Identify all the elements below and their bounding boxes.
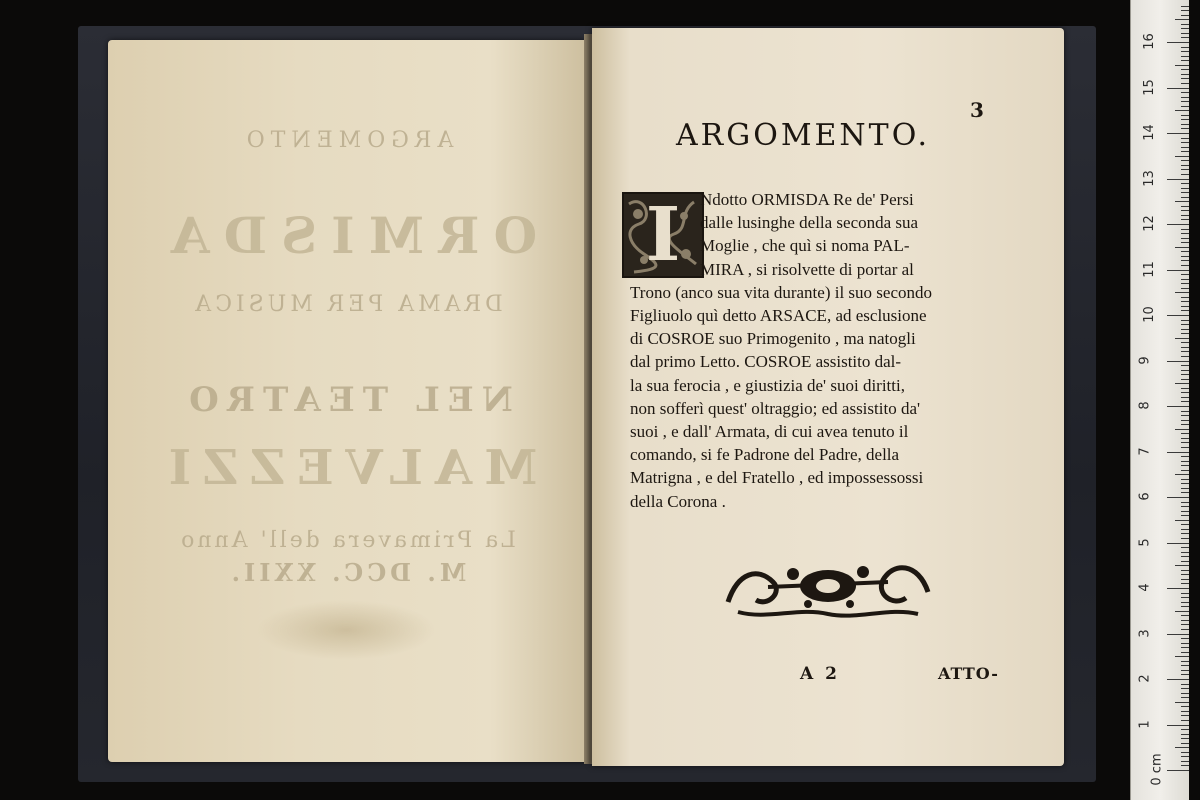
ruler-tick-mm (1181, 665, 1189, 666)
ruler-tick-mm (1181, 620, 1189, 621)
ruler-tick-mm (1175, 110, 1189, 111)
ruler-label: 9 (1137, 355, 1153, 365)
ruler-tick-mm (1181, 351, 1189, 352)
ruler-tick-mm (1181, 483, 1189, 484)
ruler-tick-mm (1181, 547, 1189, 548)
initial-letter: I (645, 192, 681, 278)
bleed-place: MALVEZZI (156, 440, 538, 496)
ruler-tick-mm (1181, 684, 1189, 685)
ruler-tick-mm (1181, 379, 1189, 380)
ruler-tick-mm (1181, 538, 1189, 539)
ruler-tick-mm (1181, 310, 1189, 311)
text-line: di COSROE suo Primogenito , ma natogli (630, 329, 916, 349)
ruler-tick-mm (1181, 706, 1189, 707)
ruler-tick-mm (1181, 761, 1189, 762)
ruler-tick-mm (1181, 69, 1189, 70)
ruler-tick-mm (1181, 511, 1189, 512)
ruler-tick-mm (1181, 506, 1189, 507)
ruler-tick-mm (1181, 147, 1189, 148)
bleed-year: M. DCC. XXII. (227, 558, 467, 587)
ruler-tick-mm (1181, 579, 1189, 580)
ruler-tick-mm (1181, 333, 1189, 334)
ruler-tick-mm (1181, 165, 1189, 166)
ruler-tick-cm (1167, 634, 1189, 635)
bleed-teatro: NEL TEATRO (181, 380, 513, 420)
ruler-tick-mm (1181, 670, 1189, 671)
ruler-tick-mm (1181, 297, 1189, 298)
ruler-tick-mm (1181, 629, 1189, 630)
ruler-tick-mm (1181, 370, 1189, 371)
ruler-tick-mm (1181, 424, 1189, 425)
ruler-tick-mm (1181, 15, 1189, 16)
text-line: della Corona . (630, 491, 726, 511)
ruler-tick-mm (1181, 342, 1189, 343)
ruler-tick-mm (1181, 524, 1189, 525)
bleed-title: ORMISDA (156, 206, 538, 265)
text-line: Matrigna , e del Fratello , ed impossessossi (630, 468, 924, 488)
ruler-label: 11 (1141, 260, 1157, 278)
ruler-tick-cm (1167, 42, 1189, 43)
bleed-season: La Primavera dell' Anno (178, 528, 516, 553)
ruler-tick-mm (1175, 65, 1189, 66)
ruler-tick-mm (1181, 556, 1189, 557)
ruler-tick-mm (1181, 260, 1189, 261)
ruler-tick-mm (1181, 6, 1189, 7)
ruler-label: 2 (1137, 674, 1153, 683)
ruler-tick-mm (1181, 624, 1189, 625)
ruler-tick-mm (1181, 374, 1189, 375)
ruler-tick-mm (1181, 274, 1189, 275)
ruler-tick-mm (1181, 533, 1189, 534)
ruler-tick-cm (1167, 406, 1189, 407)
text-line: MIRA , si risolvette di portar al (700, 259, 914, 279)
ruler-tick-cm (1167, 88, 1189, 89)
ruler-tick-mm (1175, 247, 1189, 248)
ruler-tick-mm (1181, 206, 1189, 207)
ruler-tick-mm (1175, 747, 1189, 748)
text-line: non sofferì quest' oltraggio; ed assistito da' (630, 398, 921, 418)
text-line: Ndotto ORMISDA Re de' Persi (700, 190, 914, 209)
ruler-tick-mm (1181, 697, 1189, 698)
ruler-tick-mm (1175, 611, 1189, 612)
ruler-tick-mm (1175, 156, 1189, 157)
ruler-tick-mm (1181, 97, 1189, 98)
ruler-tick-mm (1181, 392, 1189, 393)
ruler-tick-mm (1181, 756, 1189, 757)
ruler-label: 3 (1137, 628, 1153, 638)
ruler-tick-mm (1181, 92, 1189, 93)
ruler-label: 1 (1137, 719, 1153, 729)
ruler-tick-mm (1181, 256, 1189, 257)
ruler-tick-mm (1181, 320, 1189, 321)
ruler-tick-mm (1181, 365, 1189, 366)
ruler-tick-mm (1181, 174, 1189, 175)
ruler-tick-mm (1181, 138, 1189, 139)
ruler-label: 10 (1141, 306, 1157, 323)
text-line: comando, si fe Padrone del Padre, della (630, 445, 900, 465)
ruler-tick-mm (1175, 338, 1189, 339)
ruler-tick-mm (1181, 420, 1189, 421)
ruler-tick-cm (1167, 770, 1189, 771)
ruler-tick-mm (1181, 219, 1189, 220)
ruler-tick-mm (1181, 119, 1189, 120)
measurement-ruler (1130, 0, 1189, 800)
signature-mark: A 2 (800, 664, 840, 684)
ruler-tick-mm (1181, 602, 1189, 603)
ruler-tick-mm (1181, 433, 1189, 434)
ruler-tick-mm (1181, 10, 1189, 11)
ruler-tick-cm (1167, 361, 1189, 362)
ruler-tick-mm (1181, 411, 1189, 412)
ruler-tick-mm (1181, 301, 1189, 302)
ruler-tick-cm (1167, 452, 1189, 453)
ruler-tick-mm (1181, 597, 1189, 598)
bleed-ornament (256, 600, 436, 660)
ruler-tick-mm (1181, 233, 1189, 234)
ruler-tick-mm (1181, 461, 1189, 462)
ruler-tick-mm (1181, 37, 1189, 38)
ruler-tick-mm (1181, 188, 1189, 189)
ruler-tick-mm (1181, 638, 1189, 639)
ruler-tick-mm (1181, 388, 1189, 389)
ruler-tick-mm (1181, 470, 1189, 471)
bleed-subtitle: DRAMA PER MUSICA (191, 292, 503, 317)
ruler-tick-mm (1181, 729, 1189, 730)
ruler-tick-mm (1181, 743, 1189, 744)
ruler-tick-mm (1181, 479, 1189, 480)
ruler-tick-mm (1175, 19, 1189, 20)
ruler-tick-mm (1181, 488, 1189, 489)
ruler-tick-mm (1181, 215, 1189, 216)
ruler-tick-mm (1181, 661, 1189, 662)
ruler-tick-mm (1181, 574, 1189, 575)
ruler-tick-mm (1181, 106, 1189, 107)
text-line: Figliuolo quì detto ARSACE, ad esclusione (630, 306, 927, 326)
ruler-label: 14 (1141, 124, 1157, 141)
left-page (108, 40, 586, 762)
ruler-tick-mm (1181, 401, 1189, 402)
text-line: dal primo Letto. COSROE assistito dal- (630, 352, 902, 372)
ruler-tick-mm (1181, 160, 1189, 161)
ruler-tick-cm (1167, 543, 1189, 544)
text-line: Moglie , che quì si noma PAL- (700, 236, 910, 256)
ruler-label: 0 cm (1149, 753, 1165, 786)
ruler-tick-mm (1175, 520, 1189, 521)
page-number: 3 (970, 98, 984, 122)
ruler-label: 7 (1137, 446, 1153, 456)
ruler-tick-mm (1181, 415, 1189, 416)
ruler-tick-mm (1181, 643, 1189, 644)
ruler-tick-mm (1181, 515, 1189, 516)
ruler-tick-mm (1181, 465, 1189, 466)
ruler-tick-mm (1181, 397, 1189, 398)
ruler-tick-mm (1181, 329, 1189, 330)
text-line: suoi , e dall' Armata, di cui avea tenuto il (630, 422, 909, 442)
ruler-tick-mm (1181, 447, 1189, 448)
text-line: dalle lusinghe della seconda sua (700, 213, 919, 233)
ruler-tick-mm (1181, 78, 1189, 79)
ruler-tick-mm (1181, 652, 1189, 653)
ruler-tick-mm (1181, 647, 1189, 648)
ruler-tick-mm (1175, 292, 1189, 293)
ruler-tick-mm (1181, 24, 1189, 25)
bleed-through-text (108, 40, 586, 762)
ruler-tick-mm (1181, 74, 1189, 75)
ruler-tick-mm (1181, 142, 1189, 143)
ruler-tick-mm (1181, 192, 1189, 193)
ruler-tick-mm (1181, 83, 1189, 84)
ruler-tick-mm (1181, 561, 1189, 562)
ruler-tick-mm (1175, 201, 1189, 202)
ruler-label: 15 (1141, 78, 1157, 96)
ruler-tick-cm (1167, 270, 1189, 271)
ruler-label: 12 (1141, 215, 1157, 232)
text-line: Trono (anco sua vita durante) il suo secondo (630, 282, 933, 302)
ruler-tick-mm (1181, 356, 1189, 357)
ruler-tick-cm (1167, 179, 1189, 180)
ruler-tick-mm (1175, 565, 1189, 566)
ruler-tick-cm (1167, 315, 1189, 316)
ruler-tick-cm (1167, 224, 1189, 225)
text-line: la sua ferocia , e giustizia de' suoi diritti, (630, 375, 905, 395)
page-heading: ARGOMENTO. (676, 118, 931, 153)
ruler-tick-mm (1181, 128, 1189, 129)
ruler-tick-mm (1181, 502, 1189, 503)
bleed-argomento: ARGOMENTO (240, 128, 454, 153)
ruler-tick-mm (1181, 492, 1189, 493)
ruler-tick-mm (1181, 183, 1189, 184)
ruler-tick-mm (1181, 151, 1189, 152)
ruler-tick-mm (1181, 229, 1189, 230)
ruler-tick-mm (1181, 438, 1189, 439)
ruler-tick-mm (1175, 429, 1189, 430)
ruler-tick-cm (1167, 725, 1189, 726)
ruler-tick-mm (1181, 56, 1189, 57)
ruler-tick-mm (1181, 283, 1189, 284)
ruler-tick-mm (1181, 570, 1189, 571)
ruler-tick-mm (1175, 656, 1189, 657)
ruler-tick-mm (1181, 593, 1189, 594)
ruler-tick-mm (1181, 674, 1189, 675)
ruler-tick-mm (1181, 442, 1189, 443)
ruler-tick-mm (1181, 238, 1189, 239)
ruler-tick-cm (1167, 679, 1189, 680)
ruler-tick-mm (1181, 242, 1189, 243)
ruler-tick-mm (1181, 47, 1189, 48)
ruler-tick-mm (1181, 251, 1189, 252)
ruler-tick-mm (1181, 210, 1189, 211)
ruler-tick-mm (1181, 288, 1189, 289)
ruler-tick-mm (1181, 306, 1189, 307)
ruler-tick-mm (1181, 734, 1189, 735)
ruler-tick-mm (1181, 169, 1189, 170)
ruler-tick-mm (1181, 752, 1189, 753)
ruler-label: 16 (1141, 33, 1157, 50)
ruler-tick-mm (1181, 715, 1189, 716)
ruler-tick-cm (1167, 588, 1189, 589)
ruler-tick-mm (1181, 101, 1189, 102)
argument-body (630, 188, 1030, 513)
ruler-tick-mm (1181, 615, 1189, 616)
printers-ornament-icon (718, 552, 938, 622)
ruler-label: 5 (1137, 537, 1153, 547)
ruler-tick-mm (1181, 688, 1189, 689)
ruler-label: 4 (1137, 583, 1153, 592)
ruler-tick-mm (1181, 765, 1189, 766)
ruler-tick-mm (1175, 702, 1189, 703)
ruler-label: 13 (1141, 169, 1157, 187)
ruler-tick-mm (1181, 529, 1189, 530)
ruler-tick-mm (1181, 693, 1189, 694)
ruler-tick-mm (1181, 197, 1189, 198)
ruler-label: 8 (1137, 401, 1153, 410)
ruler-tick-cm (1167, 133, 1189, 134)
ruler-tick-mm (1181, 265, 1189, 266)
ruler-tick-mm (1181, 711, 1189, 712)
ruler-tick-mm (1181, 456, 1189, 457)
ruler-tick-mm (1181, 738, 1189, 739)
ruler-tick-mm (1181, 51, 1189, 52)
ruler-tick-cm (1167, 497, 1189, 498)
ruler-tick-mm (1181, 583, 1189, 584)
ruler-tick-mm (1181, 60, 1189, 61)
catchword: ATTO- (938, 664, 999, 683)
ruler-tick-mm (1181, 606, 1189, 607)
ruler-tick-mm (1181, 124, 1189, 125)
ruler-label: 6 (1137, 492, 1153, 501)
ruler-tick-mm (1175, 383, 1189, 384)
ruler-tick-mm (1181, 115, 1189, 116)
ruler-tick-mm (1181, 324, 1189, 325)
ruler-tick-mm (1181, 279, 1189, 280)
ruler-tick-mm (1181, 347, 1189, 348)
ruler-tick-mm (1181, 552, 1189, 553)
ruler-tick-mm (1181, 33, 1189, 34)
ruler-tick-mm (1181, 28, 1189, 29)
ruler-tick-mm (1175, 474, 1189, 475)
ruler-tick-mm (1181, 720, 1189, 721)
